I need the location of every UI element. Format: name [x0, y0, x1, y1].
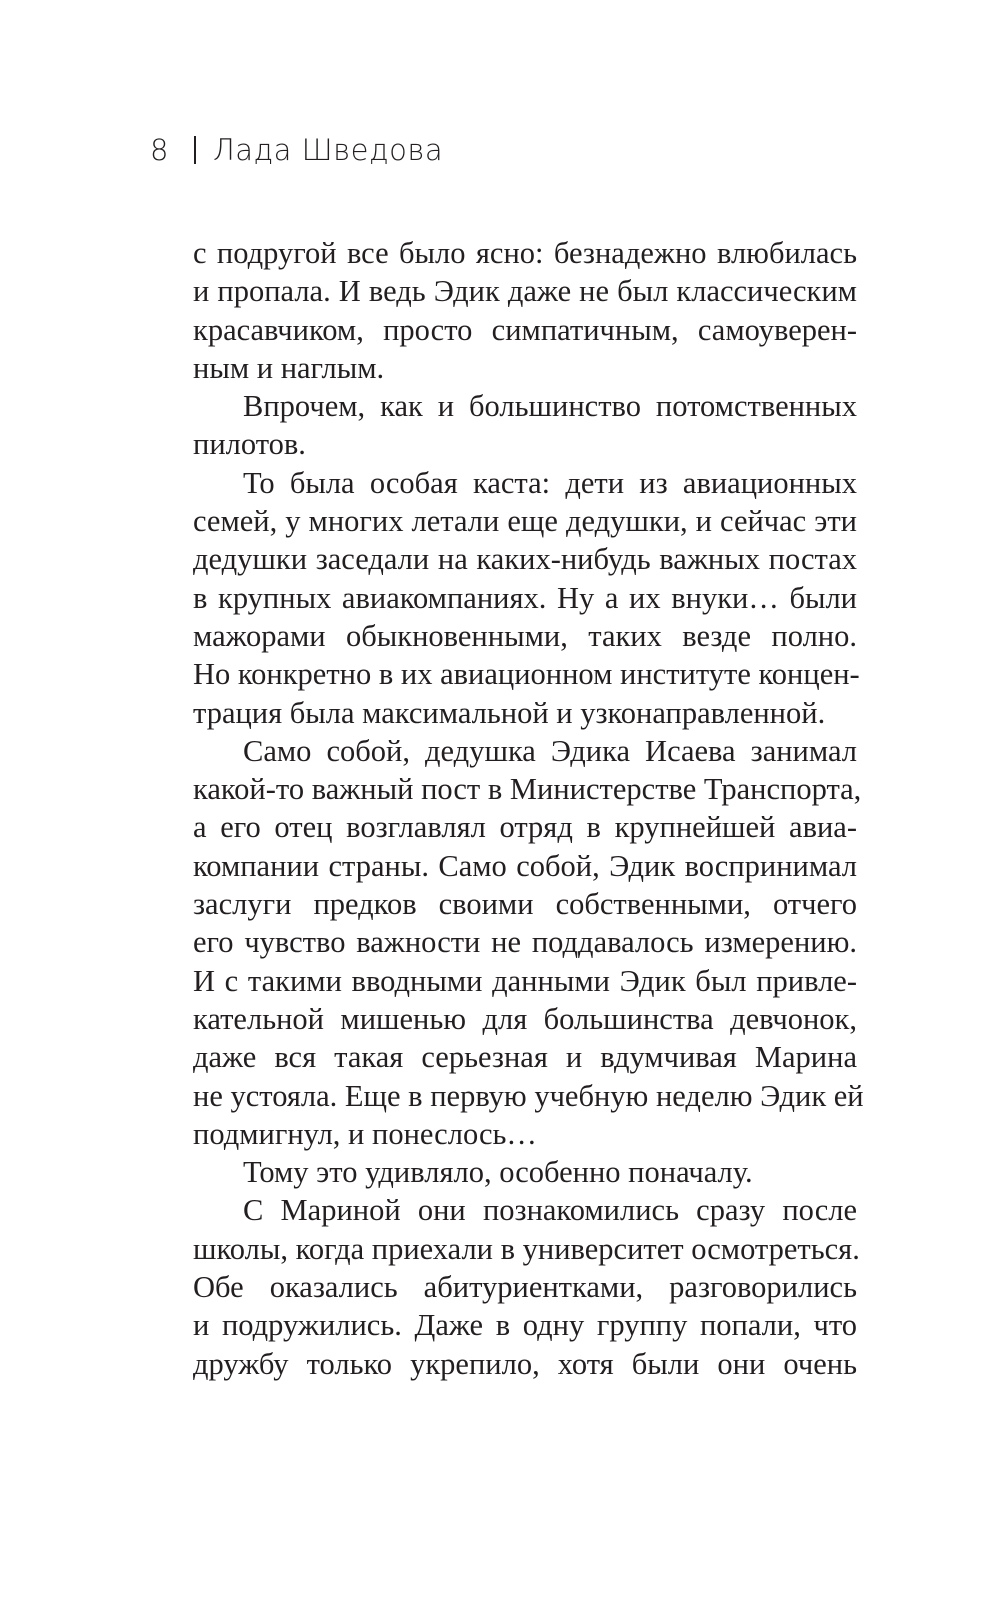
text-line: трация была максимальной и узконаправленной. [193, 695, 826, 730]
text-line: С Мариной они познакомились сразу после [243, 1193, 857, 1228]
text-line: а его отец возглавлял отряд в крупнейшей авиа- [193, 810, 857, 845]
text-line: компании страны. Само собой, Эдик воспринимал [193, 848, 857, 883]
text-line: подмигнул, и понеслось… [193, 1116, 537, 1151]
body-text [193, 234, 864, 1383]
page-number: 8 [150, 133, 169, 167]
text-line: Тому это удивляло, особенно поначалу. [243, 1155, 753, 1190]
text-line: дружбу только укрепило, хотя были они очень [193, 1346, 857, 1381]
text-line: семей, у многих летали еще дедушки, и сейчас эти [193, 504, 857, 539]
text-line: какой-то важный пост в Министерстве Транспорта, [193, 772, 862, 807]
text-line: не устояла. Еще в первую учебную неделю Эдик ей [193, 1078, 864, 1113]
text-line: Само собой, дедушка Эдика Исаева занимал [243, 733, 857, 768]
text-line: Но конкретно в их авиационном институте концен- [193, 657, 860, 692]
text-line: заслуги предков своими собственными, отчего [193, 887, 857, 922]
header-separator [194, 136, 196, 164]
text-line: и подружились. Даже в одну группу попали, что [193, 1308, 857, 1343]
text-line: даже вся такая серьезная и вдумчивая Марина [193, 1040, 857, 1075]
text-line: То была особая каста: дети из авиационных [243, 465, 857, 500]
author-name: Лада Шведова [212, 133, 444, 167]
text-line: в крупных авиакомпаниях. Ну а их внуки… были [193, 580, 857, 615]
text-line: с подругой все было ясно: безнадежно влюбилась [193, 236, 857, 270]
text-line: И с такими вводными данными Эдик был привле- [193, 963, 857, 998]
text-line: и пропала. И ведь Эдик даже не был классическим [193, 274, 857, 309]
text-line: его чувство важности не поддавалось измерению. [193, 925, 857, 960]
text-line: школы, когда приехали в университет осмотреться. [193, 1231, 860, 1266]
text-line: красавчиком, просто симпатичным, самоуверен- [193, 312, 857, 347]
text-line: Обе оказались абитуриентками, разговорились [193, 1270, 857, 1305]
text-line: пилотов. [193, 427, 306, 462]
text-line: Впрочем, как и большинство потомственных [243, 389, 857, 424]
running-header [150, 128, 443, 172]
text-line: кательной мишенью для большинства девчонок, [193, 1001, 857, 1036]
text-line: мажорами обыкновенными, таких везде полно. [193, 618, 857, 653]
text-line: дедушки заседали на каких-нибудь важных постах [193, 542, 857, 577]
text-line: ным и наглым. [193, 350, 385, 385]
